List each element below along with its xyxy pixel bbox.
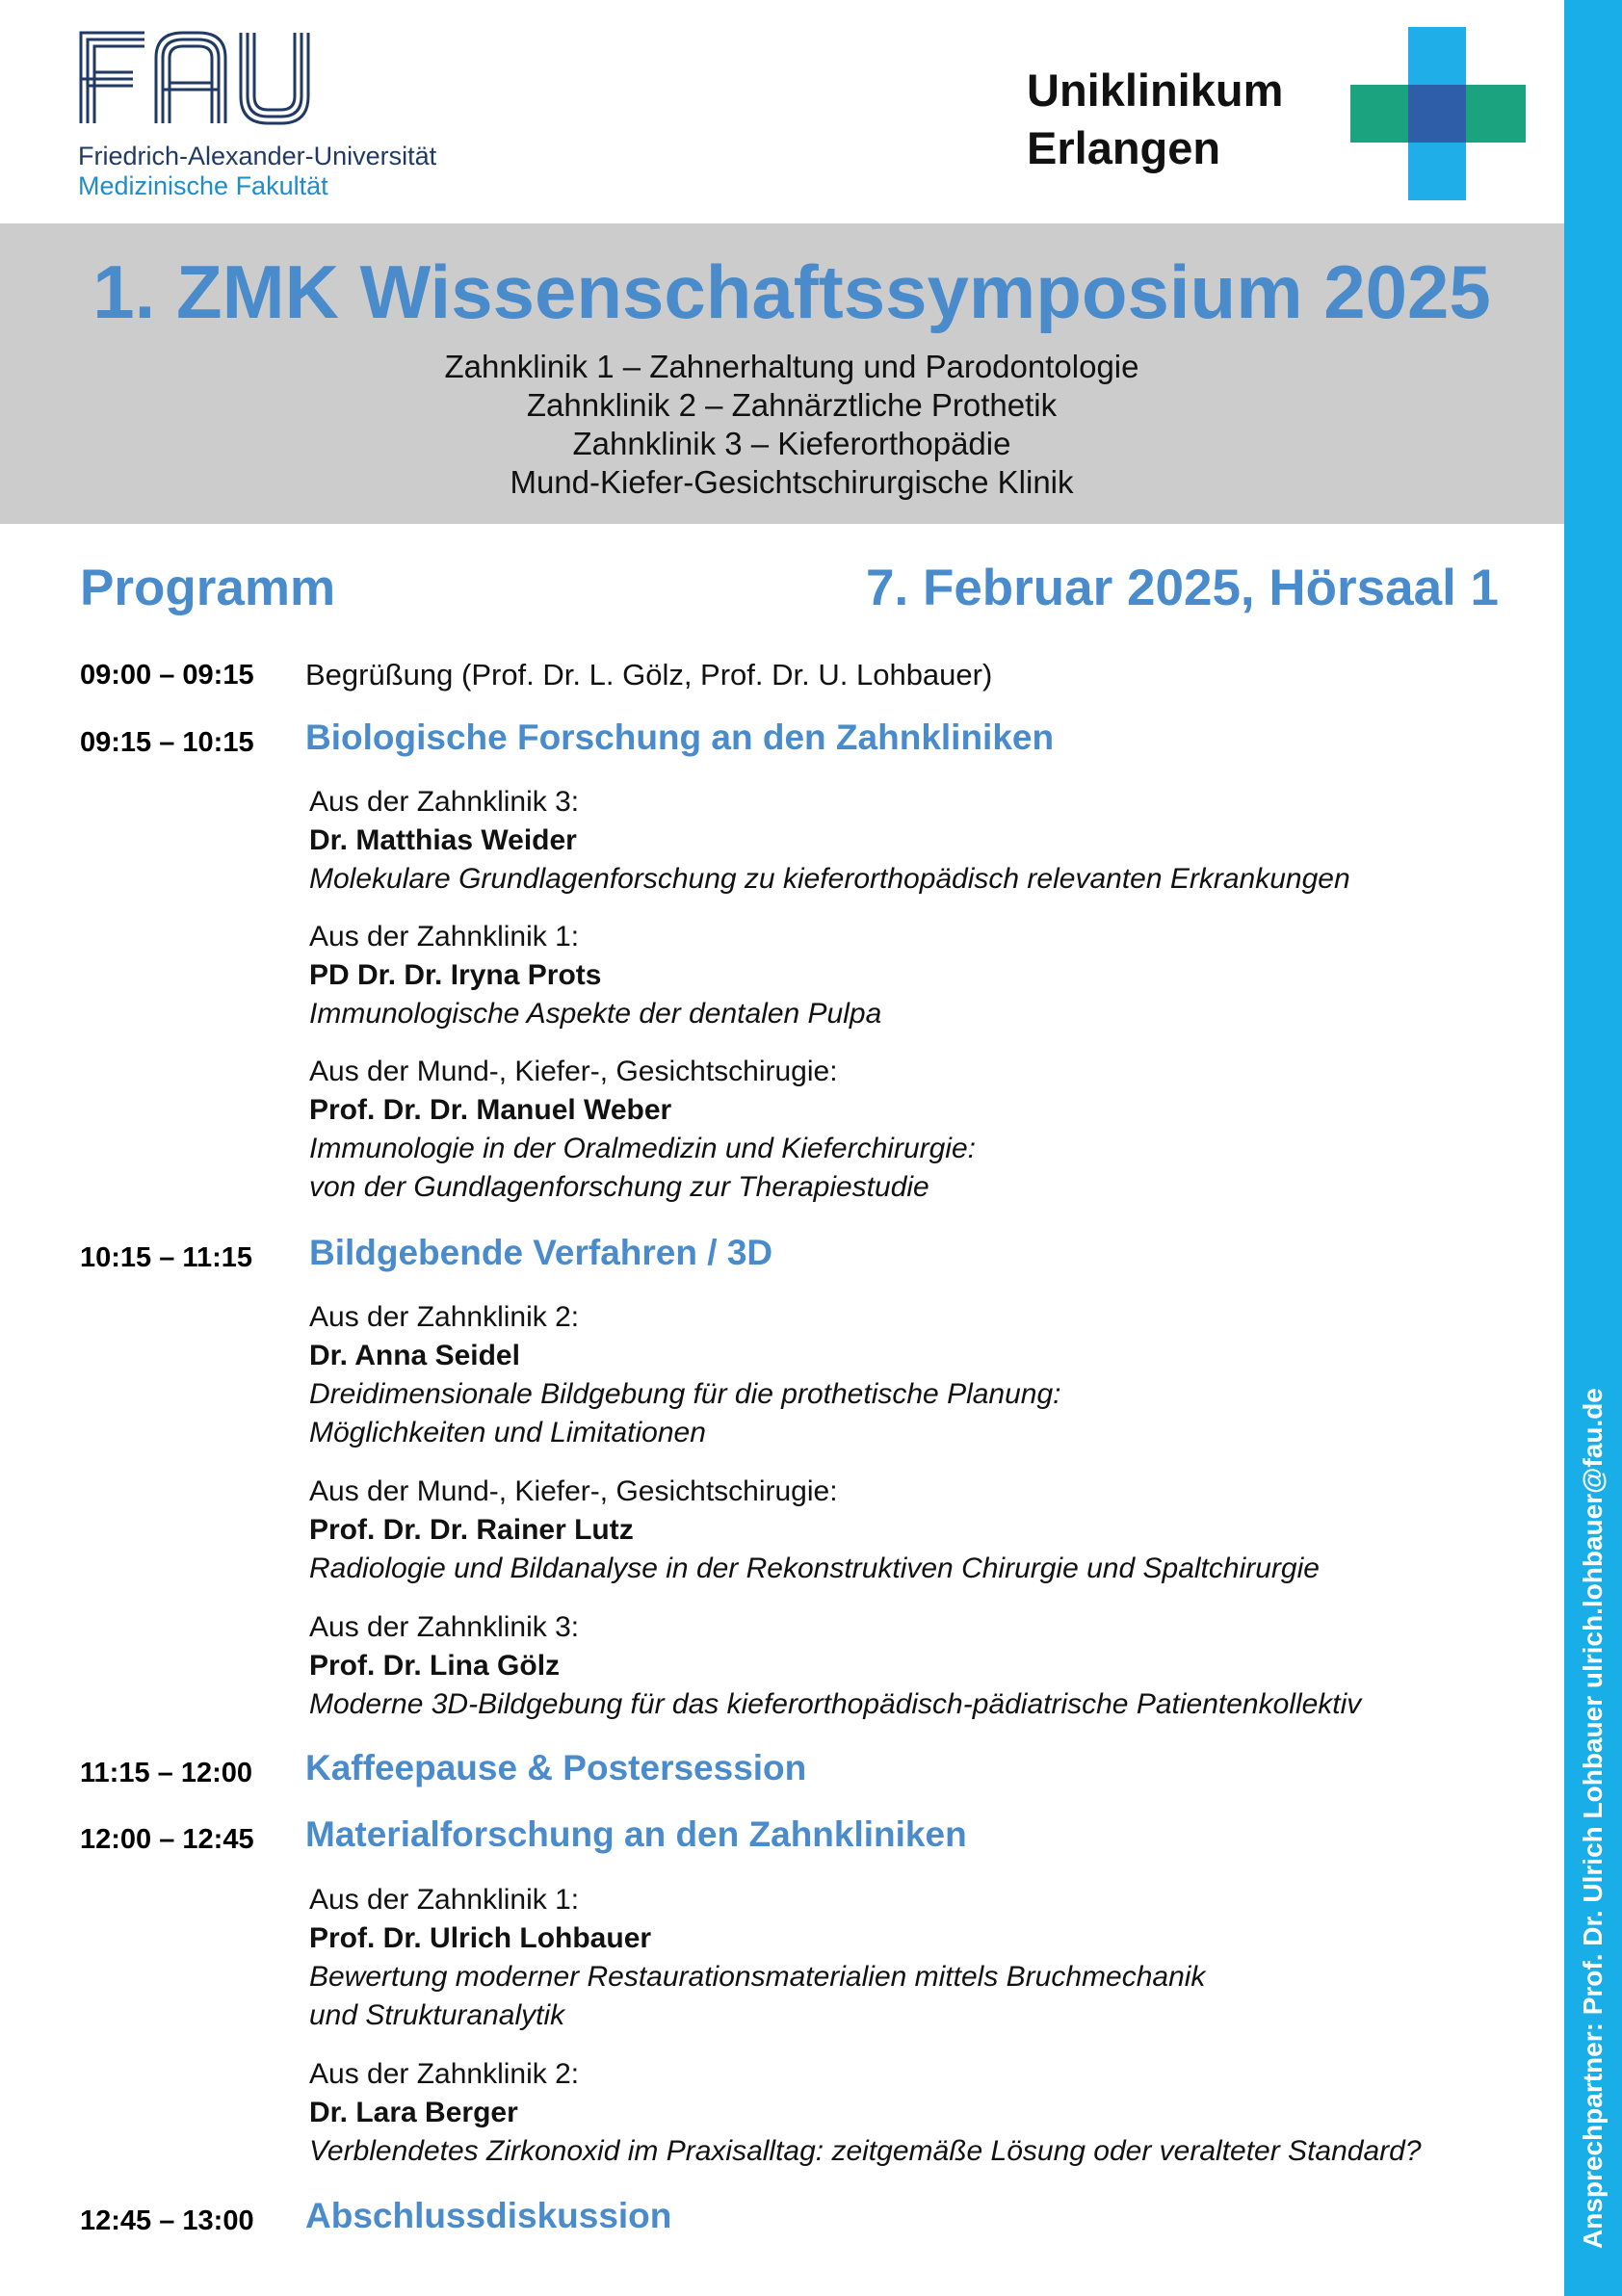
uniklinikum-line2: Erlangen: [1027, 122, 1221, 173]
section-title: Biologische Forschung an den Zahnkliniken: [305, 718, 1055, 757]
event-title: 1. ZMK Wissenschaftssymposium 2025: [92, 249, 1491, 334]
talk-item: [309, 1608, 1361, 1724]
time-slot: 12:45 – 13:00: [80, 2205, 254, 2236]
time-slot: 11:15 – 12:00: [80, 1758, 252, 1788]
talk-title: Radiologie und Bildanalyse in der Rekonstruktiven Chirurgie und Spaltchirurgie: [309, 1552, 1320, 1584]
time-slot: 10:15 – 11:15: [80, 1242, 252, 1273]
welcome-text: Begrüßung (Prof. Dr. L. Gölz, Prof. Dr. U. Lohbauer): [305, 658, 993, 691]
department-3: Zahnklinik 3 – Kieferorthopädie: [572, 426, 1011, 461]
talk-origin: Aus der Mund-, Kiefer-, Gesichtschirugie:: [309, 1056, 838, 1087]
talk-speaker: Dr. Lara Berger: [309, 2097, 518, 2128]
uniklinikum-line1: Uniklinikum: [1027, 65, 1284, 116]
talk-origin: Aus der Zahnklinik 2:: [309, 1301, 580, 1333]
talk-title: Verblendetes Zirkonoxid im Praxisalltag: zeitgemäße Lösung oder veralteter Standard?: [309, 2135, 1422, 2167]
fau-logo: [77, 29, 327, 125]
department-4: Mund-Kiefer-Gesichtschirurgische Klinik: [510, 464, 1074, 500]
department-2: Zahnklinik 2 – Zahnärztliche Prothetik: [526, 387, 1058, 423]
talk-item: [309, 1298, 1061, 1452]
talk-title-line2: Möglichkeiten und Limitationen: [309, 1417, 706, 1448]
talk-speaker: Prof. Dr. Dr. Rainer Lutz: [309, 1514, 634, 1546]
talk-speaker: Prof. Dr. Lina Gölz: [309, 1650, 561, 1682]
section-title: Materialforschung an den Zahnkliniken: [305, 1814, 967, 1854]
talk-title: Molekulare Grundlagenforschung zu kieferorthopädisch relevanten Erkrankungen: [309, 863, 1350, 895]
talk-title: Dreidimensionale Bildgebung für die prothetische Planung:: [309, 1378, 1061, 1410]
talk-origin: Aus der Zahnklinik 1:: [309, 1884, 580, 1916]
cross-center: [1408, 85, 1466, 143]
talk-item: [309, 783, 1350, 899]
program-heading: Programm: [80, 560, 336, 616]
talk-origin: Aus der Zahnklinik 1:: [309, 921, 580, 952]
talk-speaker: Dr. Matthias Weider: [309, 824, 577, 856]
talk-title: Moderne 3D-Bildgebung für das kieferorthopädisch-pädiatrische Patientenkollektiv: [309, 1688, 1362, 1720]
section-title: Kaffeepause & Postersession: [305, 1748, 807, 1787]
talk-origin: Aus der Zahnklinik 3:: [309, 1611, 580, 1643]
talk-origin: Aus der Zahnklinik 3:: [309, 786, 580, 818]
talk-title: Bewertung moderner Restaurationsmaterialien mittels Bruchmechanik: [309, 1961, 1206, 1993]
talk-title: Immunologische Aspekte der dentalen Pulpa: [309, 998, 882, 1030]
talk-item: [309, 1473, 1320, 1588]
time-slot: 12:00 – 12:45: [80, 1824, 254, 1855]
talk-title-line2: und Strukturanalytik: [309, 1999, 565, 2031]
talk-speaker: PD Dr. Dr. Iryna Prots: [309, 959, 602, 991]
talk-item: [309, 918, 881, 1033]
talk-title: Immunologie in der Oralmedizin und Kieferchirurgie:: [309, 1133, 976, 1164]
fau-faculty-name: Medizinische Fakultät: [78, 171, 328, 200]
talk-origin: Aus der Mund-, Kiefer-, Gesichtschirugie:: [309, 1475, 838, 1507]
talk-speaker: Dr. Anna Seidel: [309, 1340, 520, 1371]
talk-item: [309, 2055, 1422, 2171]
time-slot: 09:00 – 09:15: [80, 660, 254, 691]
section-title: Abschlussdiskussion: [305, 2196, 672, 2235]
section-title: Bildgebende Verfahren / 3D: [309, 1233, 773, 1272]
date-location: 7. Februar 2025, Hörsaal 1: [866, 560, 1499, 616]
talk-origin: Aus der Zahnklinik 2:: [309, 2058, 580, 2090]
fau-university-name: Friedrich-Alexander-Universität: [78, 142, 437, 170]
talk-title-line2: von der Gundlagenforschung zur Therapiestudie: [309, 1171, 929, 1203]
talk-item: [309, 1053, 976, 1207]
talk-speaker: Prof. Dr. Ulrich Lohbauer: [309, 1922, 652, 1954]
contact-text: Ansprechpartner: Prof. Dr. Ulrich Lohbauer ulrich.lohbauer@fau.de: [1578, 1388, 1608, 2249]
time-slot: 09:15 – 10:15: [80, 727, 254, 758]
uniklinikum-name: [1027, 62, 1283, 177]
talk-speaker: Prof. Dr. Dr. Manuel Weber: [309, 1094, 672, 1126]
uniklinikum-cross-logo: [1350, 27, 1526, 200]
title-band: [0, 223, 1564, 524]
talk-item: [309, 1881, 1205, 2035]
department-1: Zahnklinik 1 – Zahnerhaltung und Parodontologie: [444, 349, 1139, 384]
